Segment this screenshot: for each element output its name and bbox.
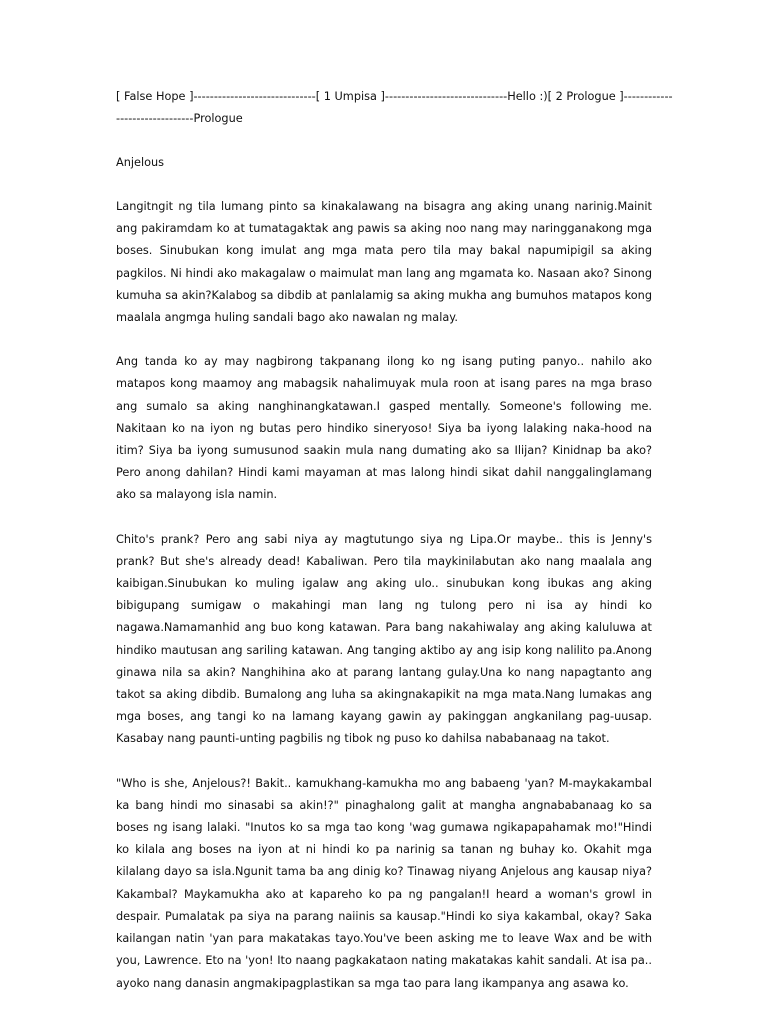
paragraph-3: Chito's prank? Pero ang sabi niya ay magtutungo siya ng Lipa.Or maybe.. this is Jenny's prank? But she's already dead! Kabaliwan. Pero tila maykinilabutan ako nang maalala ang kaibigan.Sinubukan ko muling igalaw ang aking ulo.. sinubukan kong ibukas ang aking bibigupang sumigaw o makahingi man lang ng tulong pero ni isa ay hindi ko nagawa.Namamanhid ang buo kong katawan. Para bang nakahiwalay ang aking kaluluwa at hindiko mautusan ang sariling katawan. Ang tanging aktibo ay ang isip kong nalilito pa.Anong ginawa nila sa akin? Nanghihina ako at parang lantang gulay.Una ko nang napagtanto ang takot sa aking dibdib. Bumalong ang luha sa akingnakapikit na mga mata.Nang lumakas ang mga boses, ang tangi ko na lamang kayang gawin ay pakinggan angkanilang pag-uusap. Kasabay nang paunti-unting pagbilis ng tibok ng puso ko dahilsa nababanaag na takot. [116, 532, 652, 746]
paragraph-2: Ang tanda ko ay may nagbirong takpanang ilong ko ng isang puting panyo.. nahilo ako matapos kong maamoy ang mabagsik nahalimuyak mula roon at isang pares na mga braso ang sumalo sa aking nanghinangkatawan.I gasped mentally. Someone's following me. Nakitaan ko na iyon ng butas pero hindiko sineryoso! Siya ba iyong lalaking naka-hood na itim? Siya ba iyong sumusunod saakin mula nang dumating ako sa Ilijan? Kinidnap ba ako?Pero anong dahilan? Hindi kami mayaman at mas lalong hindi sikat dahil nanggalinglamang ako sa malayong isla namin. [116, 355, 652, 502]
chapter-header-line-continued: -------------------Prologue [116, 112, 243, 125]
chapter-title: Anjelous [116, 156, 165, 169]
paragraph-4: "Who is she, Anjelous?! Bakit.. kamukhang-kamukha mo ang babaeng 'yan? M-maykakambal ka bang hindi mo sinasabi sa akin!?" pinaghalong galit at mangha angnababanaag ko sa boses ng isang lalaki. "Inutos ko sa mga tao kong 'wag gumawa ngikapapahamak mo!"Hindi ko kilala ang boses na iyon at ni hindi ko pa narinig sa tanan ng buhay ko. Okahit mga kilalang dayo sa isla.Ngunit tama ba ang dinig ko? Tinawag niyang Anjelous ang kausap niya? Kakambal? Maykamukha ako at kapareho ko pa ng pangalan!I heard a woman's growl in despair. Pumalatak pa siya na parang naiinis sa kausap."Hindi ko siya kakambal, okay? Saka kailangan natin 'yan para makatakas tayo.You've been asking me to leave Wax and be with you, Lawrence. Eto na 'yon! Ito naang pagkakataon nating makatakas kahit sandali. At isa pa.. ayoko nang danasin angmakipagplastikan sa mga tao para lang ikampanya ang asawa ko. [116, 776, 652, 990]
paragraph-1: Langitngit ng tila lumang pinto sa kinakalawang na bisagra ang aking unang narinig.Mainit ang pakiramdam ko at tumatagaktak ang pawis sa aking noo nang may naringganakong mga boses. Sinubukan kong imulat ang mga mata pero tila may bakal napumipigil sa aking pagkilos. Ni hindi ako makagalaw o maimulat man lang ang mgamata ko. Nasaan ako? Sinong kumuha sa akin?Kalabog sa dibdib at panlalamig sa aking mukha ang bumuhos matapos kong maalala angmga huling sandali bago ako nawalan ng malay. [116, 200, 652, 325]
chapter-header-line: [ False Hope ]------------------------------[ 1 Umpisa ]------------------------------Hello :)[ 2 Prologue ]------------ [116, 90, 673, 103]
document-page [116, 86, 673, 995]
